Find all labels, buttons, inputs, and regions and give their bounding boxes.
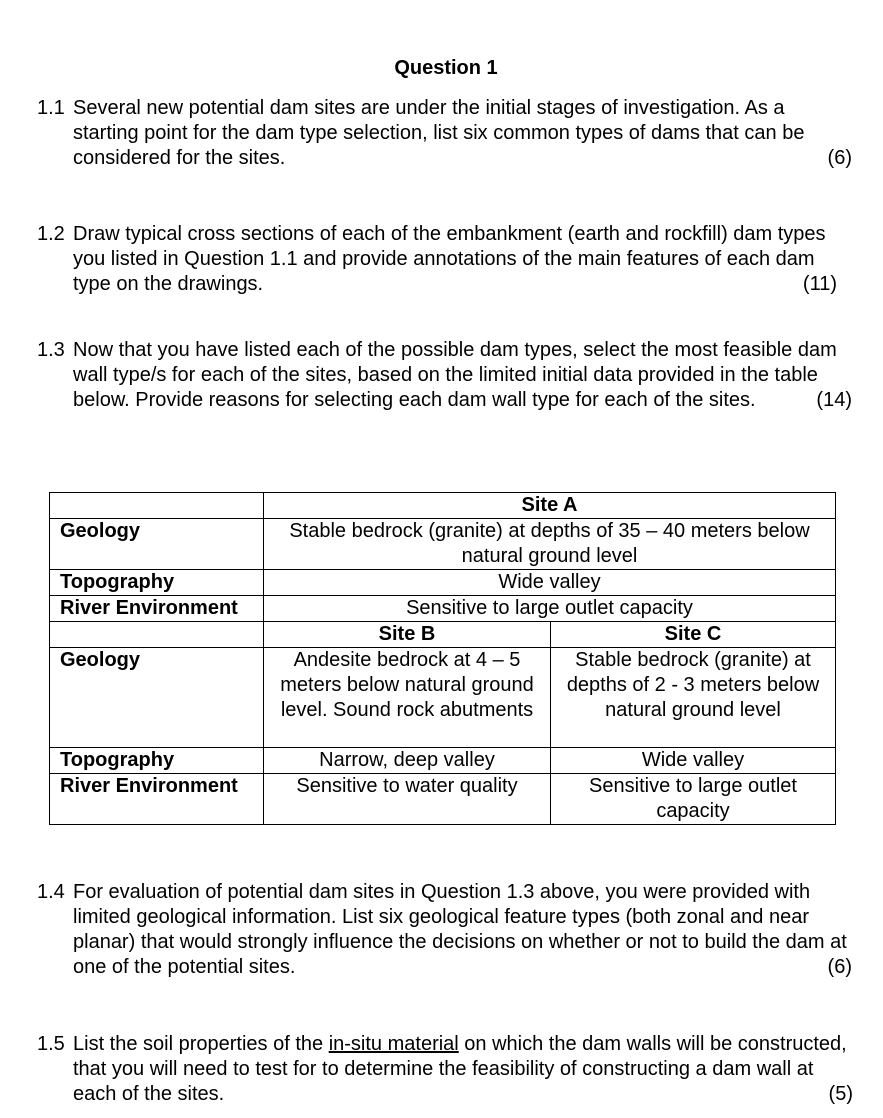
table-row — [50, 648, 836, 748]
question-number: 1.4 — [37, 881, 65, 903]
in-situ-material-underlined: in-situ material — [328, 1033, 459, 1055]
table-cell-empty — [50, 493, 264, 519]
table-row — [50, 493, 836, 519]
site-a-river-environment: Sensitive to large outlet capacity — [264, 596, 836, 622]
row-label-topography: Topography — [50, 748, 264, 774]
question-marks: (6) — [827, 147, 852, 169]
site-b-topography: Narrow, deep valley — [264, 748, 551, 774]
question-marks: (6) — [827, 956, 852, 978]
question-heading: Question 1 — [394, 57, 498, 79]
row-label-geology: Geology — [50, 519, 264, 570]
site-a-topography: Wide valley — [264, 570, 836, 596]
site-data-table — [49, 492, 836, 825]
table-row — [50, 570, 836, 596]
question-number: 1.5 — [37, 1033, 65, 1055]
table-row — [50, 748, 836, 774]
question-1-4 — [37, 880, 852, 980]
site-c-river-environment: Sensitive to large outlet capacity — [551, 774, 836, 825]
question-1-2 — [37, 222, 837, 297]
row-label-river-environment: River Environment — [50, 774, 264, 825]
question-marks: (11) — [802, 273, 837, 295]
question-text: Several new potential dam sites are under the initial stages of investigation. As a starting point for the dam type selection, list six common types of dams that can be considered for the sites. — [73, 97, 805, 169]
question-number: 1.2 — [37, 223, 65, 245]
row-label-topography: Topography — [50, 570, 264, 596]
question-1-1 — [37, 96, 852, 171]
table-row — [50, 774, 836, 825]
table-cell-empty — [50, 622, 264, 648]
question-number: 1.3 — [37, 339, 65, 361]
question-1-3 — [37, 338, 852, 413]
row-label-geology: Geology — [50, 648, 264, 748]
question-number: 1.1 — [37, 97, 65, 119]
question-text: For evaluation of potential dam sites in Question 1.3 above, you were provided with limited geological information. List six geological feature types (both zonal and near planar) that would strongly influence the decisions on whether or not to build the dam at one of the potential sites. — [73, 881, 847, 978]
question-text: Now that you have listed each of the possible dam types, select the most feasible dam wall type/s for each of the sites, based on the limited initial data provided in the table below. Provide reasons for selecting each dam wall type for each of the sites. — [73, 339, 837, 411]
table-row — [50, 596, 836, 622]
question-text: List the soil properties of the — [73, 1033, 329, 1055]
table-row — [50, 519, 836, 570]
question-marks: (14) — [816, 389, 852, 411]
question-text-continued: on which the dam walls will be constructed, that you will need to test for to determine the feasibility of constructing a dam wall at each of the sites. — [73, 1033, 847, 1105]
question-marks: (5) — [828, 1083, 853, 1105]
site-b-river-environment: Sensitive to water quality — [264, 774, 551, 825]
question-text: Draw typical cross sections of each of the embankment (earth and rockfill) dam types you listed in Question 1.1 and provide annotations of the main features of each dam type on the drawings. — [73, 223, 826, 295]
site-b-header: Site B — [264, 622, 551, 648]
site-c-header: Site C — [551, 622, 836, 648]
row-label-river-environment: River Environment — [50, 596, 264, 622]
table-row — [50, 622, 836, 648]
site-a-header: Site A — [264, 493, 836, 519]
site-a-geology: Stable bedrock (granite) at depths of 35 – 40 meters below natural ground level — [264, 519, 836, 570]
question-1-5 — [37, 1032, 853, 1107]
site-c-topography: Wide valley — [551, 748, 836, 774]
site-b-geology: Andesite bedrock at 4 – 5 meters below natural ground level. Sound rock abutments — [264, 648, 551, 748]
site-c-geology: Stable bedrock (granite) at depths of 2 - 3 meters below natural ground level — [551, 648, 836, 748]
